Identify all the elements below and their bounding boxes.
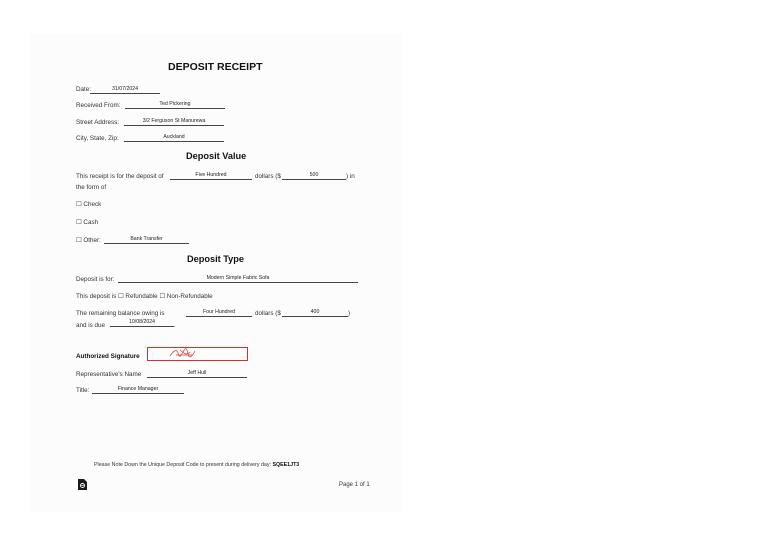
deposit-for-field[interactable]: Modern Simple Fabric Sofa: [118, 274, 358, 283]
authorized-signature-label: Authorized Signature: [76, 353, 140, 360]
dollars-label: dollars ($: [255, 173, 281, 180]
date-label: Date:: [76, 86, 92, 93]
non-refundable-checkbox[interactable]: ☐: [159, 293, 166, 300]
rep-name-label: Representative's Name: [76, 371, 142, 378]
balance-intro: The remaining balance owing is: [76, 310, 165, 317]
refund-line: [76, 293, 213, 300]
footer-note: [94, 462, 299, 468]
street-address-field[interactable]: 3/2 Ferguson St Manurewa: [124, 117, 224, 126]
date-field[interactable]: 31/07/2024: [90, 85, 160, 94]
rep-name-field[interactable]: Jeff Hull: [147, 369, 247, 378]
page-title: DEPOSIT RECEIPT: [168, 61, 263, 73]
city-field[interactable]: Auckland: [124, 133, 224, 142]
due-period: .: [174, 322, 176, 329]
check-option[interactable]: [76, 201, 101, 208]
other-checkbox[interactable]: ☐: [76, 237, 82, 244]
balance-dollars-label: dollars ($: [255, 310, 281, 317]
cash-checkbox[interactable]: ☐: [76, 219, 82, 226]
deposit-value-heading: Deposit Value: [186, 151, 247, 161]
balance-close: ): [348, 310, 351, 317]
other-field[interactable]: Bank Transfer: [104, 235, 189, 244]
footer-note-text: Please Note Down the Unique Deposit Code to present during delivery day:: [94, 462, 271, 468]
city-label: City, State, Zip:: [76, 135, 119, 142]
document-logo-icon: [78, 479, 87, 490]
balance-words-field[interactable]: Four Hundred: [186, 308, 252, 317]
received-from-field[interactable]: Ted Pickering: [125, 100, 225, 109]
refundable-label: Refundable: [125, 293, 158, 300]
cash-option[interactable]: [76, 219, 98, 226]
due-label: and is due: [76, 322, 106, 329]
refund-intro: This deposit is: [76, 293, 117, 300]
check-label: Check: [83, 201, 102, 208]
in-label: ) in: [346, 173, 355, 180]
street-address-label: Street Address:: [76, 119, 120, 126]
amount-words-field[interactable]: Five Hundred: [170, 171, 252, 180]
title-label: Title:: [76, 387, 90, 394]
deposit-for-label: Deposit is for:: [76, 276, 115, 283]
other-option[interactable]: [76, 237, 101, 244]
deposit-intro-text: This receipt is for the deposit of: [76, 173, 164, 180]
amount-number-field[interactable]: 500: [282, 171, 346, 180]
received-from-label: Received From:: [76, 102, 121, 109]
other-label: Other:: [83, 237, 101, 244]
non-refundable-label: Non-Refundable: [166, 293, 213, 300]
signature-scribble: [168, 347, 202, 360]
deposit-code: SQEE1JT3: [272, 462, 300, 468]
title-field[interactable]: Finance Manager: [92, 385, 184, 394]
due-date-field[interactable]: 10/08/2024: [110, 318, 174, 327]
balance-number-field[interactable]: 400: [282, 308, 348, 317]
form-of-label: the form of: [76, 184, 107, 191]
cash-label: Cash: [83, 219, 99, 226]
check-checkbox[interactable]: ☐: [76, 201, 82, 208]
refundable-checkbox[interactable]: ☐: [118, 293, 124, 300]
deposit-type-heading: Deposit Type: [187, 254, 245, 264]
page-number: Page 1 of 1: [339, 482, 370, 488]
